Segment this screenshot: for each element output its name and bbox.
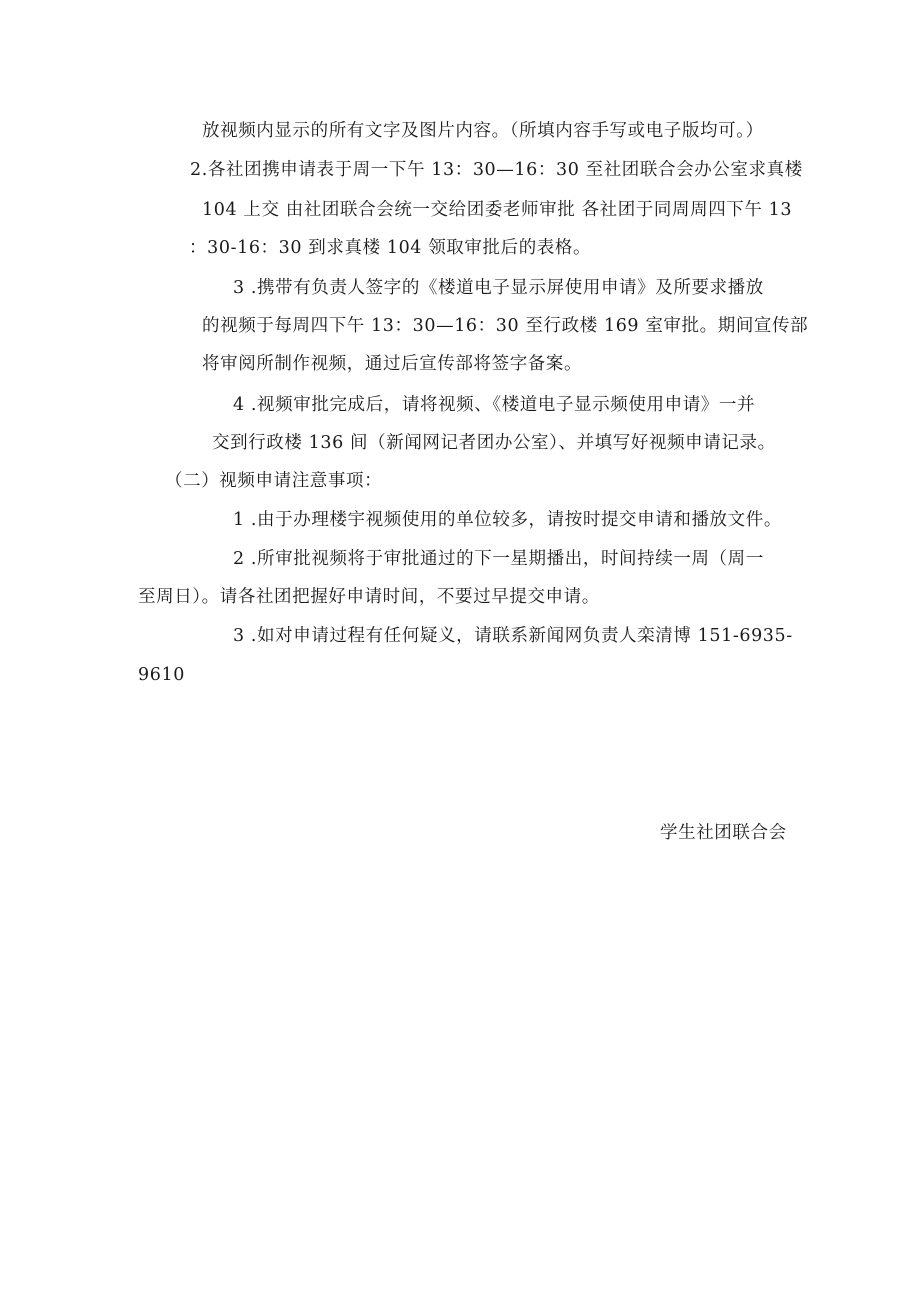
signature-organization: 学生社团联合会	[660, 823, 787, 843]
text-line-note-2: 2 .所审批视频将于审批通过的下一星期播出，时间持续一周（周一	[233, 549, 764, 569]
text-line-note-2-end: 至周日）。请各社团把握好申请时间，不要过早提交申请。	[138, 587, 600, 607]
text-line-step-4-end: 交到行政楼 136 间（新闻网记者团办公室）、并填写好视频申请记录。	[212, 433, 776, 453]
text-line-step-3: 3 .携带有负责人签字的《楼道电子显示屏使用申请》及所要求播放	[233, 278, 764, 298]
text-line-step-2: 2.各社团携申请表于周一下午 13：30—16：30 至社团联合会办公室求真楼	[190, 160, 803, 180]
text-line-video-content-note: 放视频内显示的所有文字及图片内容。（所填内容手写或电子版均可。）	[202, 121, 764, 141]
text-line-note-3-end: 9610	[138, 665, 185, 685]
text-line-step-3-end: 将审阅所制作视频，通过后宣传部将签字备案。	[202, 354, 583, 374]
text-line-step-2-end: ：30-16：30 到求真楼 104 领取审批后的表格。	[189, 238, 592, 258]
text-line-note-1: 1 .由于办理楼宇视频使用的单位较多，请按时提交申请和播放文件。	[233, 510, 782, 530]
text-line-step-2-cont: 104 上交 由社团联合会统一交给团委老师审批 各社团于同周周四下午 13	[202, 200, 793, 220]
text-line-step-3-cont: 的视频于每周四下午 13：30—16：30 至行政楼 169 室审批。期间宣传部	[202, 316, 809, 336]
text-line-note-3: 3 .如对申请过程有任何疑义，请联系新闻网负责人栾清博 151-6935-	[233, 626, 793, 646]
text-line-step-4: 4 .视频审批完成后，请将视频、《楼道电子显示频使用申请》一并	[233, 395, 756, 415]
section-heading-notes: （二）视频申请注意事项：	[165, 471, 383, 491]
